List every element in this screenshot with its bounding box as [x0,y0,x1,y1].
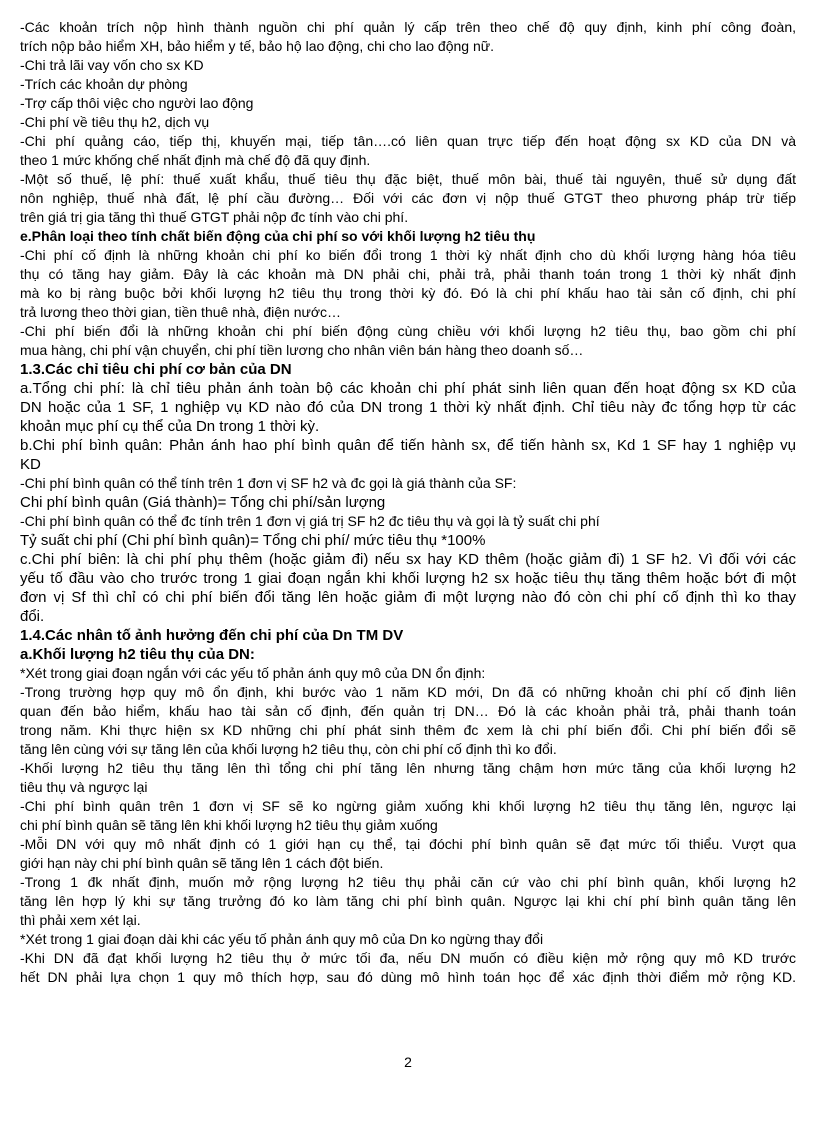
text-line: *Xét trong 1 giai đoạn dài khi các yếu tố phản ánh quy mô của Dn ko ngừng thay đổi [20,931,544,947]
text-line: giới hạn này chi phí bình quân sẽ tăng lên 1 cách đột biến. [20,855,384,871]
text-line: trả lương theo thời gian, tiền thuê nhà, điện nước… [20,304,342,320]
text-line: -Khi DN đã đạt khối lượng h2 tiêu thụ ở mức tối đa, nếu DN muốn có điều kiện mở rộng quy mô KD trước [20,950,796,966]
text-line: -Chi phí cố định là những khoản chi phí ko biến đổi trong 1 thời kỳ nhất định cho dù khối lượng hàng hóa tiêu [20,247,796,263]
text-line: -Chi phí bình quân trên 1 đơn vị SF sẽ ko ngừng giảm xuống khi khối lượng h2 tiêu thụ tăng lên, ngược lại [20,798,796,814]
text-line: thì phải xem xét lại. [20,912,141,928]
text-line: DN hoặc của 1 SF, 1 nghiệp vụ KD nào đó của DN trong 1 thời kỳ nhất định. Chỉ tiêu này đc tổng hợp từ các [20,399,796,416]
text-line: tăng lên cùng với sự tăng lên của khối lượng h2 tiêu thụ, còn chi phí cố định thì ko đổi. [20,741,557,757]
text-line: -Trợ cấp thôi việc cho người lao động [20,95,254,111]
text-line: thụ có tăng hay giảm. Đây là các khoản mà DN phải chi, phải trả, phải thanh toán trong 1 thời kỳ nhất định [20,266,796,282]
text-line: -Mỗi DN với quy mô nhất định có 1 giới hạn cụ thể, tại đóchi phí bình quân sẽ đạt mức tối thiểu. Vượt qua [20,836,796,852]
text-line: mà ko bị ràng buộc bởi khối lượng h2 tiêu thụ trong thời kỳ đó. Đó là chi phí khấu hao tài sản cố định, chi phí [20,285,796,301]
text-line: c.Chi phí biên: là chi phí phụ thêm (hoặc giảm đi) nếu sx hay KD thêm (hoặc giảm đi) 1 SF h2. Vì đối với các [20,551,796,568]
section-heading: e.Phân loại theo tính chất biến động của chi phí so với khối lượng h2 tiêu thụ [20,228,536,244]
text-line: đổi. [20,608,45,625]
text-line: -Chi phí biến đổi là những khoản chi phí biến động cùng chiều với khối lượng h2 tiêu thụ, bao gồm chi phí [20,323,796,339]
text-line: -Trong trường hợp quy mô ổn định, khi bước vào 1 năm KD mới, Dn đã có những khoản chi phí cố định liên [20,684,796,700]
section-heading: 1.4.Các nhân tố ảnh hưởng đến chi phí của Dn TM DV [20,627,404,644]
page-number: 2 [404,1054,412,1070]
text-line: -Một số thuế, lệ phí: thuế xuất khẩu, thuế tiêu thụ đặc biệt, thuế môn bài, thuế tài nguyên, thuế sử dụng đất [20,171,796,187]
section-heading: 1.3.Các chỉ tiêu chi phí cơ bản của DN [20,361,292,378]
text-line: nôn nghiệp, thuế nhà đất, lệ phí cầu đường… Đối với các đơn vị nộp thuế GTGT theo phương pháp trừ tiếp [20,190,796,206]
text-line: -Các khoản trích nộp hình thành nguồn chi phí quản lý cấp trên theo chế độ quy định, kinh phí công đoàn, [20,19,796,35]
text-line: -Chi phí bình quân có thể tính trên 1 đơn vị SF h2 và đc gọi là giá thành của SF: [20,475,517,491]
text-line: theo 1 mức khống chế nhất định mà chế độ đã quy định. [20,152,371,168]
text-line: trên giá trị gia tăng thì thuế GTGT phải nộp đc tính vào chi phí. [20,209,409,225]
text-line: b.Chi phí bình quân: Phản ánh hao phí bình quân để tiến hành sx, để tiến hành sx, Kd 1 SF hay 1 nghiệp vụ [20,437,796,454]
text-line: -Khối lượng h2 tiêu thụ tăng lên thì tổng chi phí tăng lên nhưng tăng chậm hơn mức tăng của khối lượng h2 [20,760,796,776]
text-line: a.Tổng chi phí: là chỉ tiêu phản ánh toàn bộ các khoản chi phí phát sinh liên quan đến hoạt động sx KD của [20,380,796,397]
text-line: chi phí bình quân sẽ tăng lên khi khối lượng h2 tiêu thụ giảm xuống [20,817,438,833]
text-line: *Xét trong giai đoạn ngắn với các yếu tố phản ánh quy mô của DN ổn định: [20,665,486,681]
text-line: trích nộp bảo hiểm XH, bảo hiểm y tế, bảo hộ lao động, chi cho lao động nữ. [20,38,495,54]
text-line: quan đến bảo hiểm, khấu hao tài sản cố định, đến quản trị DN… Đó là các khoản phải trả, phải thanh toán [20,703,796,719]
formula-line: Tỷ suất chi phí (Chi phí bình quân)= Tổng chi phí/ mức tiêu thụ *100% [20,532,486,549]
document-body [20,18,796,987]
text-line: mua hàng, chi phí vận chuyển, chi phí tiền lương cho nhân viên bán hàng theo doanh số… [20,342,584,358]
text-line: -Chi phí bình quân có thể đc tính trên 1 đơn vị giá trị SF h2 đc tiêu thụ và gọi là tỷ suất chi phí [20,513,600,529]
text-line: trong năm. Khi thực hiện sx KD những chi phí phát sinh thêm đc xem là chi phí biến đổi. Chi phí biến đổi sẽ [20,722,796,738]
text-line: -Chi trả lãi vay vốn cho sx KD [20,57,204,73]
subsection-heading: a.Khối lượng h2 tiêu thụ của DN: [20,646,255,663]
text-line: yếu tố đầu vào cho trước trong 1 giai đoạn ngắn khi khối lượng h2 sx hoặc tiêu thụ tăng thêm hoặc bớt đi một [20,570,796,587]
formula-line: Chi phí bình quân (Giá thành)= Tổng chi phí/sản lượng [20,494,386,511]
text-line: khoản mục phí cụ thể của Dn trong 1 thời kỳ. [20,418,320,435]
text-line: -Trong 1 đk nhất định, muốn mở rộng lượng h2 tiêu thụ phải căn cứ vào chi phí bình quân, khối lượng h2 [20,874,796,890]
text-line: tăng lên hợp lý khi sự tăng trưởng đó ko làm tăng chi phí bình quân. Ngược lại khi chí phí bình quân tăng lên [20,893,796,909]
text-line: đơn vị Sf thì chỉ có chi phí biến đổi tăng lên hoặc giảm đi một lượng nào đó còn chi phí cố định thì ko thay [20,589,796,606]
text-line: -Trích các khoản dự phòng [20,76,188,92]
text-line: -Chi phí về tiêu thụ h2, dịch vụ [20,114,210,130]
text-line: -Chi phí quảng cáo, tiếp thị, khuyến mại, tiếp tân….có liên quan trực tiếp đến hoạt động sx KD của DN và [20,133,796,149]
text-line: hết DN phải lựa chọn 1 quy mô thích hợp, sau đó dùng mô hình toán học để xác định thời điểm mở rộng KD. [20,969,796,985]
text-line: KD [20,456,41,473]
text-line: tiêu thụ và ngược lại [20,779,148,795]
